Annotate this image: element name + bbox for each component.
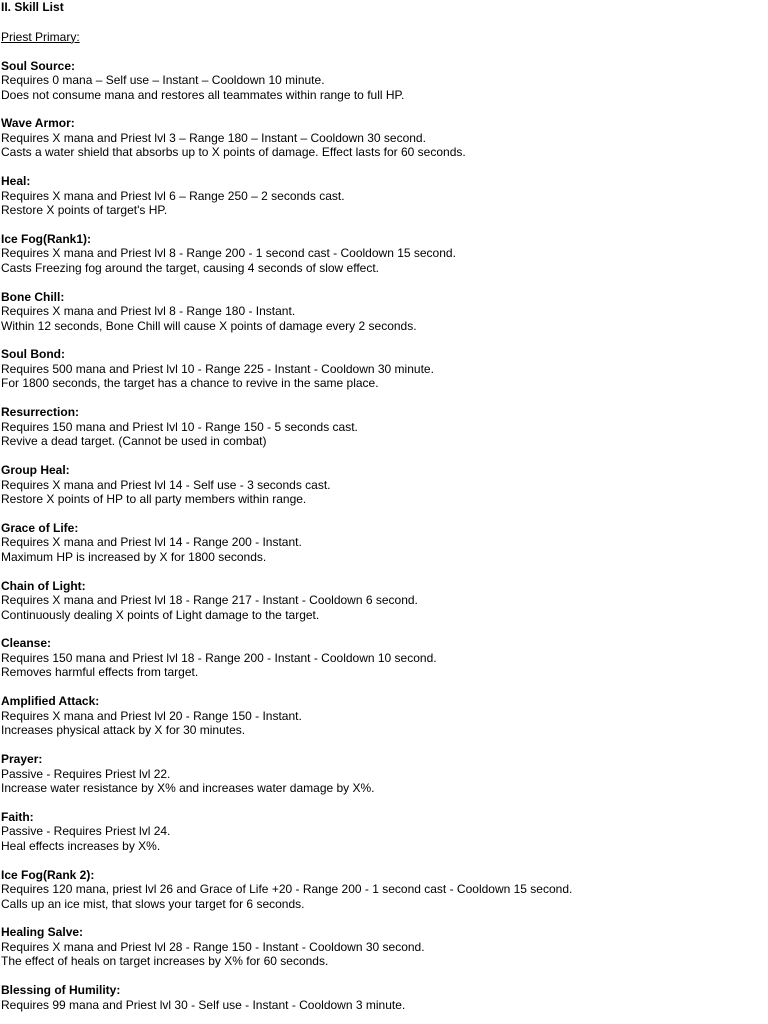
skill-name: Group Heal: — [1, 463, 70, 478]
skill-entry — [1, 232, 768, 276]
skill-entry — [1, 694, 768, 738]
skill-name: Heal: — [1, 174, 31, 189]
skill-entry — [1, 868, 768, 912]
skill-name: Amplified Attack: — [1, 694, 100, 709]
skill-description: Calls up an ice mist, that slows your target for 6 seconds. — [1, 896, 305, 911]
skill-description: Increase water resistance by X% and increases water damage by X%. — [1, 781, 375, 796]
skill-entry — [1, 463, 768, 507]
skill-requirement: Requires X mana and Priest lvl 28 - Range 150 - Instant - Cooldown 30 second. — [1, 939, 425, 954]
skill-name: Prayer: — [1, 752, 43, 767]
skill-name: Ice Fog(Rank 2): — [1, 867, 95, 882]
skill-name: Chain of Light: — [1, 578, 86, 593]
skill-description: The effect of heals on target increases by X% for 60 seconds. — [1, 954, 329, 969]
skill-description: Revive a dead target. (Cannot be used in combat) — [1, 434, 267, 449]
section-title: II. Skill List — [1, 0, 64, 14]
skill-description: Restore X points of target's HP. — [1, 203, 168, 218]
skill-description: For 1800 seconds, the target has a chance to revive in the same place. — [1, 376, 379, 391]
skill-entry — [1, 810, 768, 854]
skill-entry — [1, 59, 768, 103]
skill-requirement: Passive - Requires Priest lvl 22. — [1, 766, 171, 781]
skill-entry — [1, 579, 768, 623]
skill-name: Wave Armor: — [1, 116, 75, 131]
skill-entry — [1, 752, 768, 796]
skill-description: Removes harmful effects from target. — [1, 665, 199, 680]
skill-description: Increases physical attack by X for 30 minutes. — [1, 723, 246, 738]
skill-name: Soul Bond: — [1, 347, 65, 362]
skill-entry — [1, 290, 768, 334]
skill-requirement: Requires X mana and Priest lvl 14 - Self use - 3 seconds cast. — [1, 477, 331, 492]
skill-requirement: Requires X mana and Priest lvl 6 – Range 250 – 2 seconds cast. — [1, 188, 345, 203]
skill-entry — [1, 636, 768, 680]
skill-requirement: Requires 99 mana and Priest lvl 30 - Self use - Instant - Cooldown 3 minute. — [1, 997, 406, 1012]
skill-entry — [1, 925, 768, 969]
skill-entry — [1, 521, 768, 565]
skill-entry — [1, 405, 768, 449]
skill-requirement: Requires 120 mana, priest lvl 26 and Grace of Life +20 - Range 200 - 1 second cast - Cooldown 15 second. — [1, 882, 573, 897]
skill-entry — [1, 116, 768, 160]
skill-requirement: Passive - Requires Priest lvl 24. — [1, 824, 171, 839]
skill-entry — [1, 347, 768, 391]
skill-requirement: Requires X mana and Priest lvl 18 - Range 217 - Instant - Cooldown 6 second. — [1, 593, 418, 608]
skill-name: Cleanse: — [1, 636, 52, 651]
skill-name: Bone Chill: — [1, 289, 65, 304]
skill-description: Casts Freezing fog around the target, causing 4 seconds of slow effect. — [1, 260, 379, 275]
skill-requirement: Requires X mana and Priest lvl 20 - Range 150 - Instant. — [1, 708, 302, 723]
skill-requirement: Requires X mana and Priest lvl 8 - Range 200 - 1 second cast - Cooldown 15 second. — [1, 246, 456, 261]
subheading-priest-primary: Priest Primary: — [1, 29, 80, 44]
skill-requirement: Requires X mana and Priest lvl 8 - Range 180 - Instant. — [1, 304, 296, 319]
skill-entry — [1, 174, 768, 218]
skill-requirement: Requires X mana and Priest lvl 14 - Range 200 - Instant. — [1, 535, 302, 550]
skill-description: Heal effects increases by X%. — [1, 838, 161, 853]
skill-requirement: Requires 150 mana and Priest lvl 10 - Range 150 - 5 seconds cast. — [1, 419, 358, 434]
skill-entry — [1, 983, 768, 1012]
skill-requirement: Requires X mana and Priest lvl 3 – Range 180 – Instant – Cooldown 30 second. — [1, 130, 426, 145]
skill-description: Does not consume mana and restores all teammates within range to full HP. — [1, 87, 405, 102]
skill-description: Casts a water shield that absorbs up to X points of damage. Effect lasts for 60 seconds. — [1, 145, 466, 160]
skill-description: Within 12 seconds, Bone Chill will cause X points of damage every 2 seconds. — [1, 318, 417, 333]
skill-name: Ice Fog(Rank1): — [1, 231, 92, 246]
skill-name: Soul Source: — [1, 58, 76, 73]
skill-name: Blessing of Humility: — [1, 983, 121, 998]
skill-list — [1, 59, 768, 1013]
skill-description: Restore X points of HP to all party members within range. — [1, 492, 307, 507]
skill-requirement: Requires 500 mana and Priest lvl 10 - Range 225 - Instant - Cooldown 30 minute. — [1, 361, 434, 376]
skill-name: Faith: — [1, 809, 34, 824]
skill-description: Continuously dealing X points of Light damage to the target. — [1, 607, 320, 622]
skill-description: Maximum HP is increased by X for 1800 seconds. — [1, 549, 267, 564]
skill-name: Resurrection: — [1, 405, 80, 420]
skill-name: Grace of Life: — [1, 520, 79, 535]
skill-requirement: Requires 0 mana – Self use – Instant – Cooldown 10 minute. — [1, 73, 325, 87]
skill-name: Healing Salve: — [1, 925, 84, 940]
skill-requirement: Requires 150 mana and Priest lvl 18 - Range 200 - Instant - Cooldown 10 second. — [1, 650, 437, 665]
